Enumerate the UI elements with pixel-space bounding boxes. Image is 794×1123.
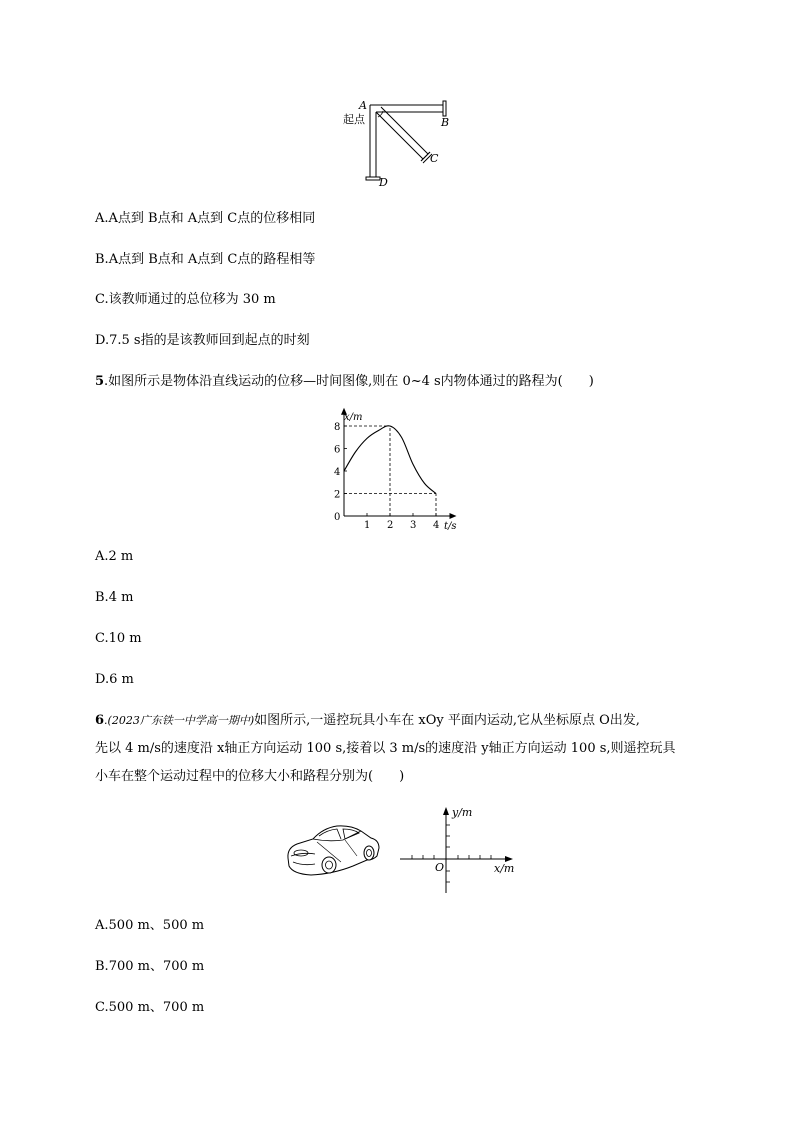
option-text: A点到 B点和 A点到 C点的路程相等	[108, 252, 316, 267]
option-text: 6 m	[109, 672, 134, 687]
option-letter: C.	[95, 631, 109, 646]
option-letter: A.	[95, 549, 109, 564]
q5-stem	[95, 374, 594, 390]
q5-option-a[interactable]	[95, 549, 133, 565]
question-text: .如图所示是物体沿直线运动的位移—时间图像,则在 0~4 s内物体通过的路程为( )	[104, 374, 594, 389]
question-number: 6	[95, 713, 105, 728]
x-axis-arrow	[450, 513, 457, 519]
x-t-chart	[330, 405, 470, 535]
axis-y-label: y/m	[452, 806, 473, 819]
y-tick-label: 6	[334, 444, 341, 456]
option-text: 4 m	[108, 590, 134, 605]
option-letter: A.	[95, 211, 109, 226]
y-tick-label: 4	[334, 467, 341, 478]
q6-option-c[interactable]	[95, 1000, 204, 1016]
option-letter: C.	[95, 292, 109, 307]
option-text: 7.5 s指的是该教师回到起点的时刻	[109, 333, 310, 348]
x-tick-label: 1	[364, 520, 371, 531]
label-a: A	[359, 99, 367, 112]
q5-option-b[interactable]	[95, 590, 133, 606]
x-tick-label: 3	[410, 520, 417, 531]
option-text: 该教师通过的总位移为 30 m	[108, 292, 276, 307]
q4-option-b[interactable]	[95, 252, 315, 268]
option-letter: A.	[95, 918, 109, 933]
option-letter: B.	[95, 590, 109, 605]
option-letter: D.	[95, 333, 110, 348]
question-text-line-1: 如图所示,一遥控玩具小车在 xOy 平面内运动,它从坐标原点 O出发,	[254, 713, 640, 728]
q4-option-a[interactable]	[95, 211, 315, 227]
label-d: D	[379, 176, 388, 189]
q6-option-b[interactable]	[95, 959, 204, 975]
q4-option-d[interactable]	[95, 333, 310, 349]
question-source: .(2023广东铁一中学高一期中)	[104, 714, 255, 727]
question-number: 5	[95, 374, 105, 389]
x-tick-label: 2	[387, 520, 394, 531]
q5-option-d[interactable]	[95, 672, 134, 688]
q6-stem-line-3: 小车在整个运动过程中的位移大小和路程分别为( )	[95, 769, 405, 784]
x-tick-label: 4	[433, 520, 440, 531]
option-text: 10 m	[108, 631, 142, 646]
axis-x-label: x/m	[494, 862, 515, 875]
option-text: 500 m、700 m	[108, 1000, 205, 1015]
option-text: A点到 B点和 A点到 C点的位移相同	[108, 211, 316, 226]
option-letter: B.	[95, 959, 109, 974]
y-tick-label: 0	[334, 512, 341, 523]
label-b: B	[441, 116, 450, 129]
y-axis-label: x/m	[344, 412, 363, 423]
q6-option-a[interactable]	[95, 918, 204, 934]
q4-option-c[interactable]	[95, 292, 276, 308]
option-letter: C.	[95, 1000, 109, 1015]
label-start: 起点	[343, 113, 365, 126]
q5-option-c[interactable]	[95, 631, 142, 647]
corridor-diagram	[330, 95, 470, 195]
y-tick-label: 8	[334, 422, 341, 433]
x-axis-label: t/s	[444, 521, 457, 532]
y-tick-label: 2	[334, 489, 341, 501]
q6-stem-line-2: 先以 4 m/s的速度沿 x轴正方向运动 100 s,接着以 3 m/s的速度沿 y轴正方向运动 100 s,则遥控玩具	[95, 741, 676, 756]
option-letter: D.	[95, 672, 110, 687]
option-letter: B.	[95, 252, 109, 267]
label-c: C	[430, 152, 439, 165]
origin-label: O	[435, 861, 445, 874]
option-text: 700 m、700 m	[108, 959, 205, 974]
option-text: 2 m	[108, 549, 134, 564]
toy-car-illustration	[283, 818, 383, 882]
q6-stem-line-1	[95, 713, 640, 729]
option-text: 500 m、500 m	[108, 918, 205, 933]
